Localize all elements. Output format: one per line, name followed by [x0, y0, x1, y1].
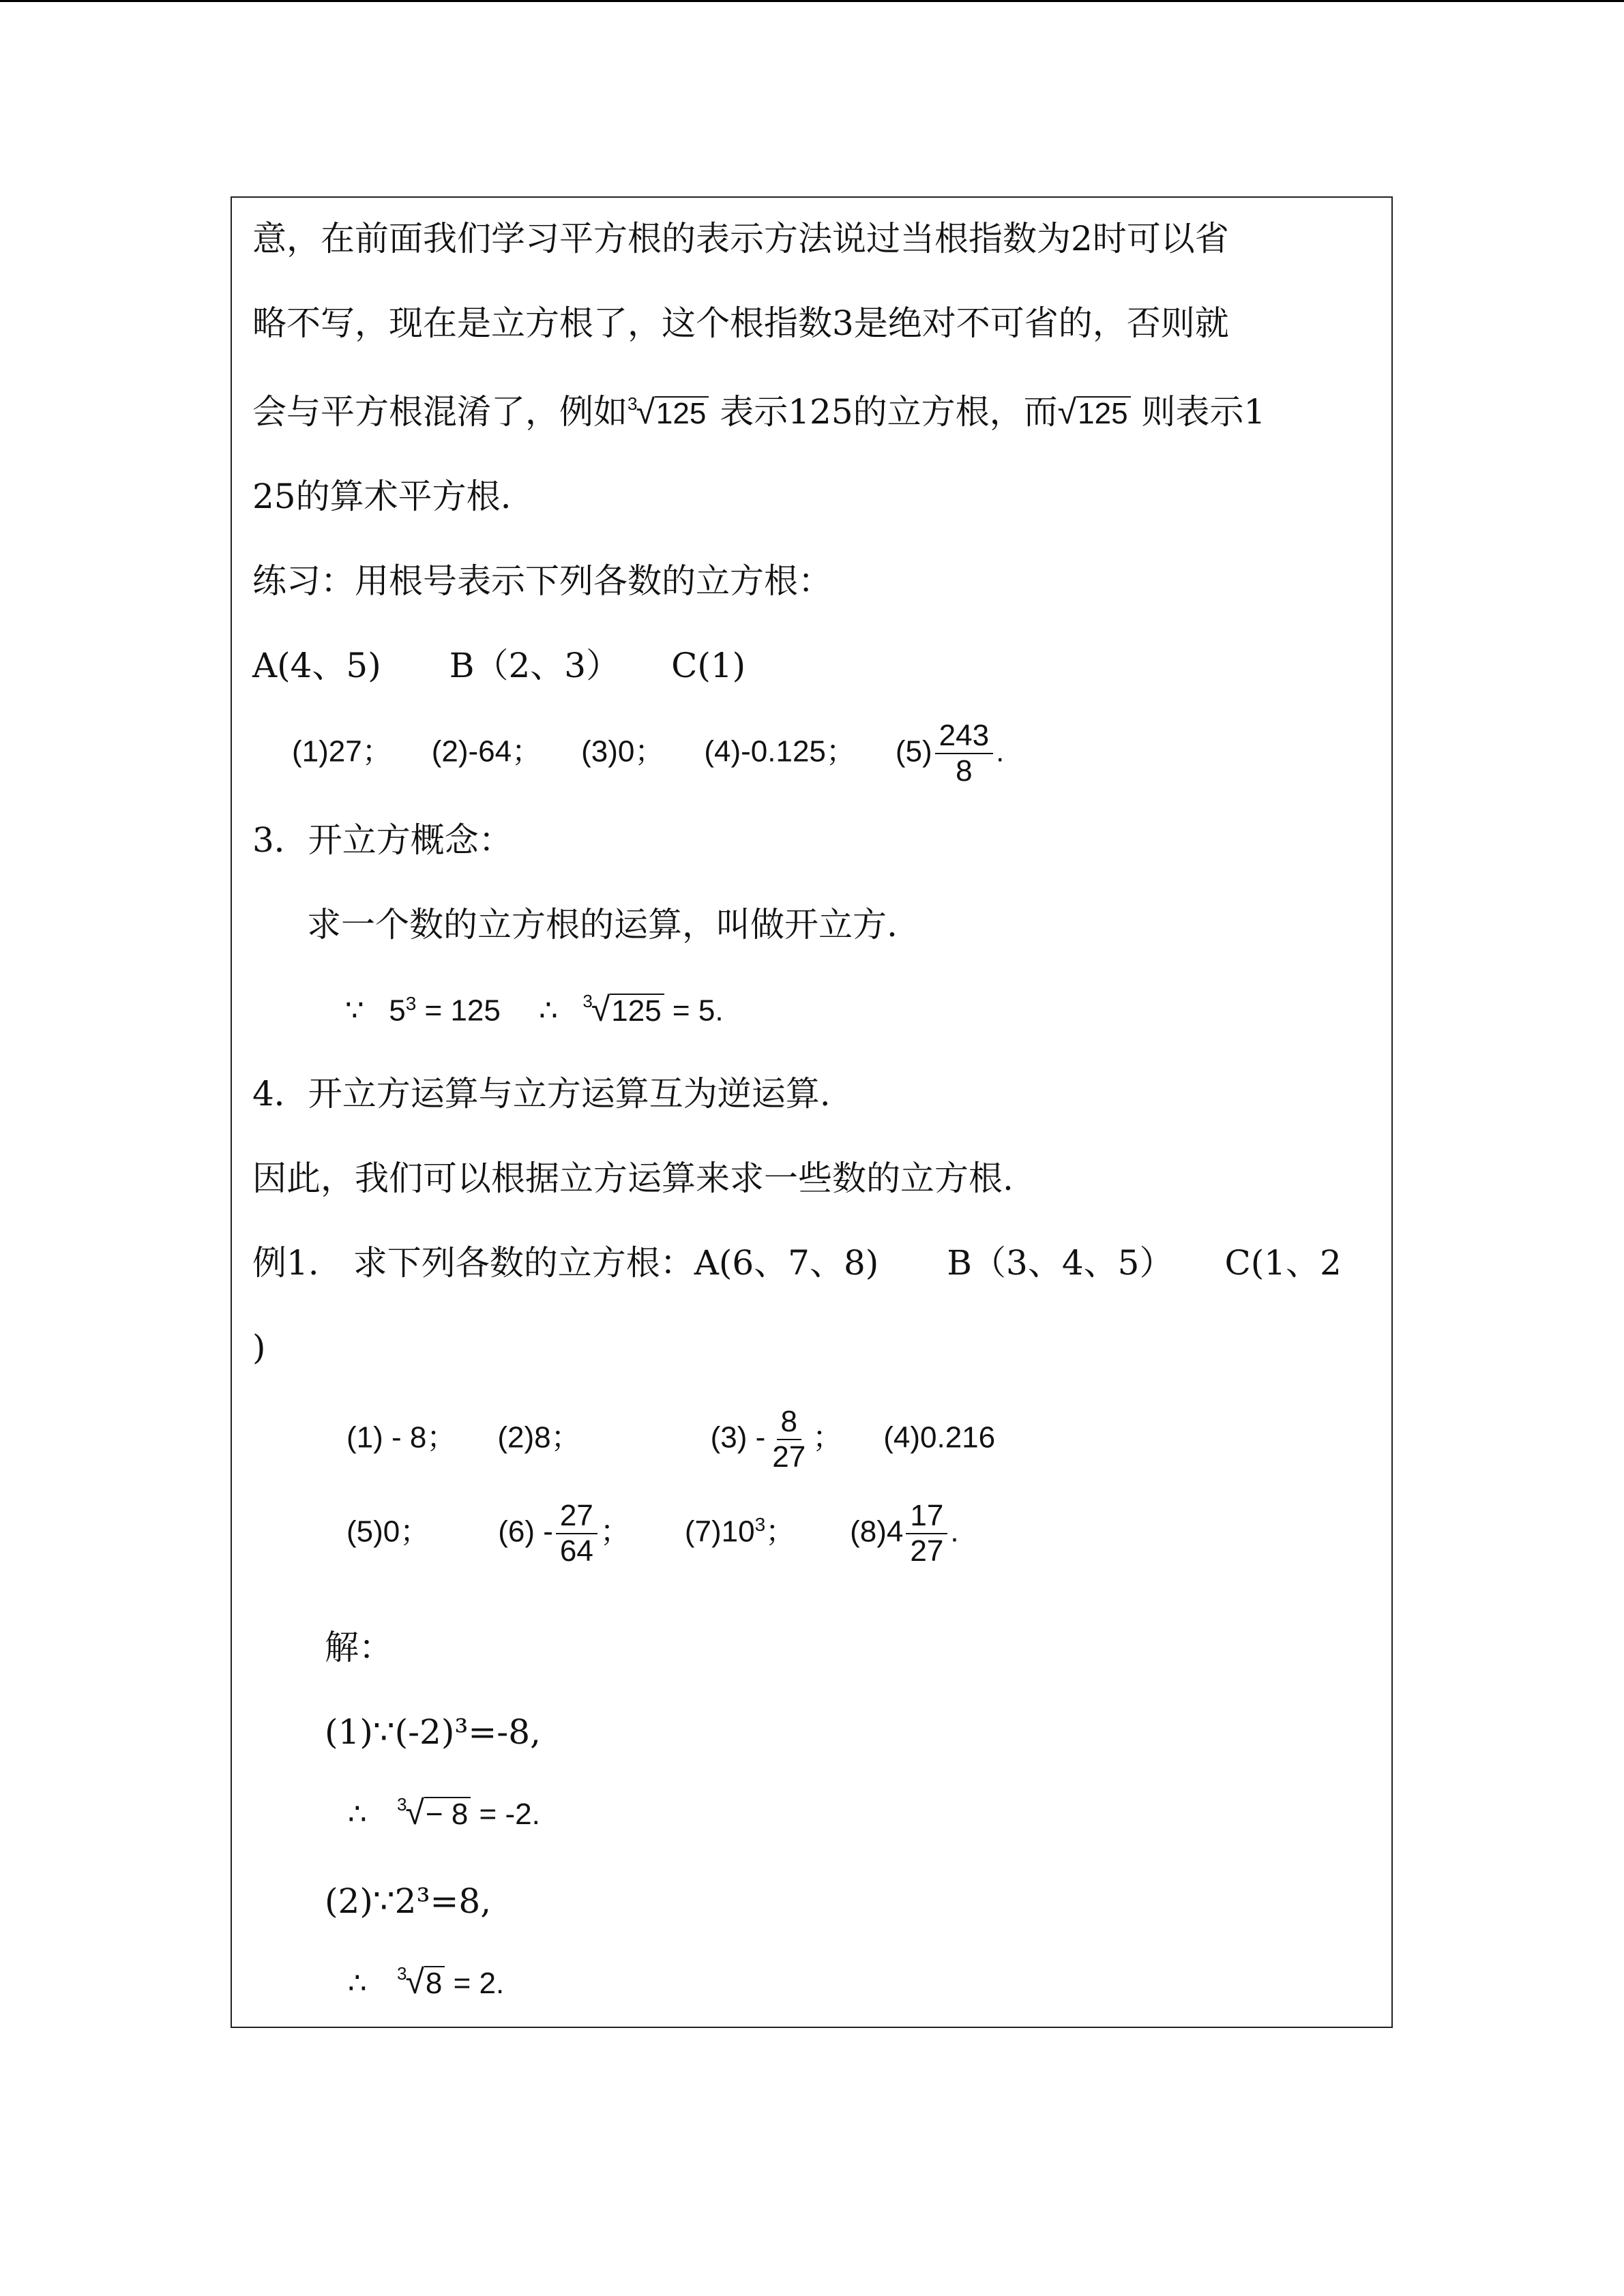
- root-index: 3: [397, 1794, 407, 1815]
- fraction: [935, 719, 993, 788]
- exercise-item-2: (2)-64；: [431, 734, 542, 769]
- radical-sign: √: [405, 1963, 424, 2001]
- section-3-formula: [345, 982, 724, 1037]
- equals-value: = 125: [424, 994, 501, 1028]
- numerator: 243: [935, 719, 993, 754]
- item-6-label: (6) -: [498, 1515, 553, 1549]
- result: = 2.: [453, 1967, 505, 2000]
- fraction: [556, 1499, 597, 1568]
- exercise-title: 练习：用根号表示下列各数的立方根：: [252, 561, 832, 601]
- solution-title: 解：: [325, 1628, 393, 1667]
- example-1-row-2: [346, 1499, 959, 1568]
- exercise-item-5-label: (5): [895, 734, 932, 769]
- paragraph-line-3: [252, 390, 1265, 439]
- item-8-label: (8)4: [850, 1515, 904, 1549]
- cube-root-expression: [582, 987, 664, 1037]
- solution-2-step-b: [348, 1960, 504, 2009]
- therefore-symbol: ∴: [348, 1967, 367, 2000]
- root-index: 3: [397, 1963, 407, 1984]
- solution-2-step-a: (2)∵2³=8,: [325, 1881, 492, 1921]
- period: .: [996, 734, 1005, 769]
- radicand: 125: [1076, 396, 1130, 430]
- content-frame: [231, 196, 1393, 2028]
- solution-1-step-b: [348, 1791, 540, 1840]
- example-1-row-1: [346, 1405, 995, 1474]
- base: 5: [389, 994, 406, 1028]
- difficulty-levels: A(4、5) B（2、3） C(1): [252, 646, 746, 685]
- radicand: 125: [655, 396, 709, 430]
- numerator: 27: [556, 1499, 597, 1534]
- text-segment: 会与平方根混淆了，例如: [252, 392, 628, 432]
- item-5: (5)0；: [346, 1515, 430, 1549]
- section-4-title: 4．开立方运算与立方运算互为逆运算.: [252, 1074, 831, 1114]
- numerator: 8: [777, 1405, 801, 1440]
- item-7-label: (7)10: [684, 1515, 755, 1549]
- square-root-expression: [1058, 390, 1131, 436]
- separator: ；: [600, 1515, 630, 1549]
- solution-1-step-a: (1)∵(-2)³=-8,: [325, 1712, 541, 1752]
- paragraph-line-4: 25的算术平方根.: [252, 477, 512, 516]
- therefore-symbol: ∴: [539, 994, 559, 1028]
- example-1-title: 例1. 求下列各数的立方根：A(6、7、8) B（3、4、5） C(1、2: [252, 1243, 1342, 1283]
- exercise-items: [292, 719, 1004, 788]
- section-3-definition: 求一个数的立方根的运算，叫做开立方.: [307, 905, 898, 944]
- root-index: 3: [628, 393, 638, 414]
- radicand: 8: [424, 1966, 445, 2000]
- radicand: − 8: [424, 1797, 471, 1831]
- numerator: 17: [906, 1499, 947, 1534]
- text-segment: 则表示1: [1130, 392, 1266, 432]
- result: = 5.: [672, 994, 724, 1028]
- separator: ；: [765, 1515, 796, 1549]
- item-2: (2)8；: [497, 1420, 581, 1455]
- denominator: 27: [910, 1534, 944, 1568]
- radical-sign: √: [405, 1793, 424, 1832]
- denominator: 8: [956, 754, 973, 788]
- radicand: 125: [610, 994, 664, 1028]
- exercise-item-3: (3)0；: [581, 734, 665, 769]
- denominator: 27: [772, 1440, 806, 1474]
- section-3-title: 3．开立方概念：: [252, 820, 513, 860]
- fraction: [906, 1499, 947, 1568]
- cube-root-expression: [628, 390, 709, 439]
- radical-sign: √: [591, 989, 610, 1028]
- item-3-label: (3) -: [710, 1420, 766, 1455]
- separator: ；: [812, 1420, 843, 1455]
- exercise-item-1: (1)27；: [292, 734, 392, 769]
- exercise-item-4: (4)-0.125；: [704, 734, 856, 769]
- root-index: 3: [582, 990, 593, 1011]
- radical-sign: √: [1057, 393, 1077, 431]
- fraction: [768, 1405, 810, 1474]
- denominator: 64: [559, 1534, 593, 1568]
- paragraph-line-1: 意，在前面我们学习平方根的表示方法说过当根指数为2时可以省: [252, 219, 1229, 258]
- text-segment: 表示125的立方根，而: [709, 392, 1058, 432]
- therefore-symbol: ∴: [348, 1798, 367, 1831]
- example-1-title-continued: ): [252, 1328, 266, 1367]
- section-4-text: 因此，我们可以根据立方运算来求一些数的立方根.: [252, 1159, 1014, 1198]
- exponent: 3: [405, 993, 417, 1014]
- period: .: [950, 1515, 959, 1549]
- cube-root-expression: [397, 1791, 471, 1840]
- because-symbol: ∵: [345, 994, 364, 1028]
- result: = -2.: [479, 1798, 540, 1831]
- radical-sign: √: [636, 393, 655, 431]
- exponent: 3: [754, 1513, 766, 1535]
- cube-root-expression: [397, 1960, 445, 2009]
- paragraph-line-2: 略不写，现在是立方根了，这个根指数3是绝对不可省的，否则就: [252, 303, 1229, 343]
- item-4: (4)0.216: [883, 1420, 996, 1455]
- item-1: (1) - 8；: [346, 1420, 457, 1455]
- page-top-border: [0, 0, 1624, 2]
